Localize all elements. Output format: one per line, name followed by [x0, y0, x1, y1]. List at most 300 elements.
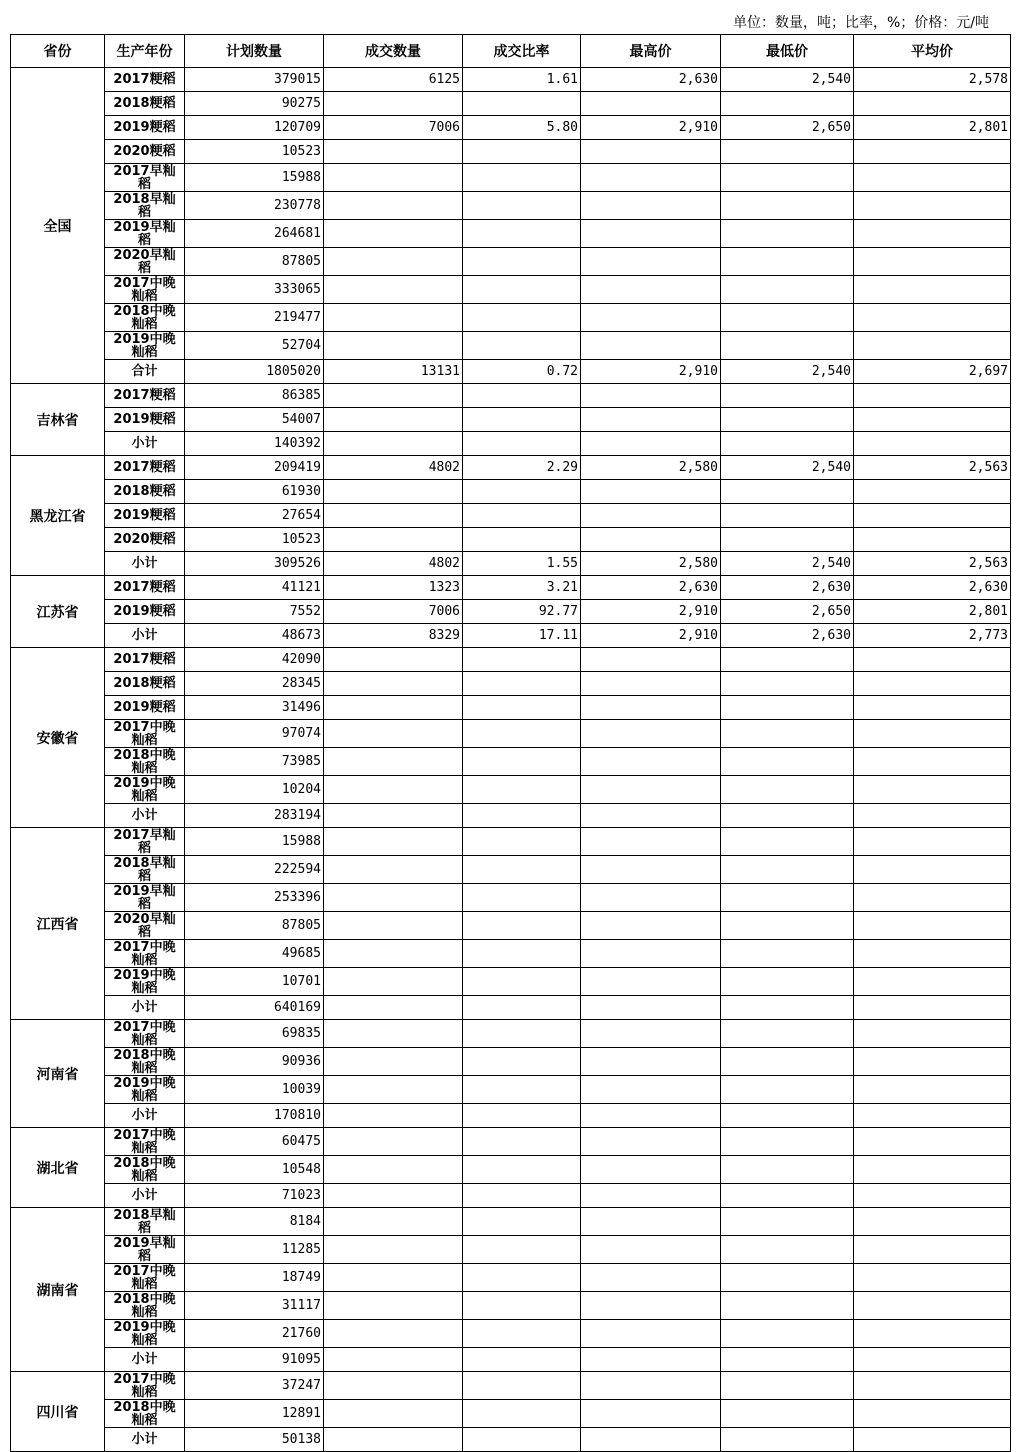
min-price-cell	[721, 408, 854, 432]
header-ratio: 成交比率	[463, 35, 581, 68]
avg-price-cell: 2,630	[854, 576, 1011, 600]
max-price-cell	[581, 164, 721, 192]
header-plan: 计划数量	[185, 35, 324, 68]
max-price-cell	[581, 140, 721, 164]
avg-price-cell	[854, 1156, 1011, 1184]
max-price-cell	[581, 1104, 721, 1128]
min-price-cell	[721, 248, 854, 276]
deal-cell	[324, 92, 463, 116]
deal-cell: 6125	[324, 68, 463, 92]
max-price-cell	[581, 996, 721, 1020]
avg-price-cell	[854, 940, 1011, 968]
year-cell: 2019中晚籼稻	[105, 1320, 185, 1348]
max-price-cell	[581, 248, 721, 276]
year-cell: 2017中晚籼稻	[105, 1020, 185, 1048]
deal-cell	[324, 220, 463, 248]
min-price-cell: 2,650	[721, 600, 854, 624]
min-price-cell: 2,540	[721, 68, 854, 92]
table-row	[11, 720, 1011, 748]
plan-cell: 15988	[185, 164, 324, 192]
max-price-cell	[581, 408, 721, 432]
year-cell: 2020早籼稻	[105, 248, 185, 276]
plan-cell: 73985	[185, 748, 324, 776]
min-price-cell: 2,630	[721, 624, 854, 648]
deal-cell	[324, 804, 463, 828]
table-row	[11, 828, 1011, 856]
max-price-cell	[581, 1348, 721, 1372]
avg-price-cell: 2,578	[854, 68, 1011, 92]
table-row	[11, 164, 1011, 192]
min-price-cell	[721, 304, 854, 332]
avg-price-cell	[854, 480, 1011, 504]
province-cell: 湖北省	[11, 1128, 105, 1208]
deal-cell	[324, 940, 463, 968]
deal-cell	[324, 1184, 463, 1208]
ratio-cell	[463, 432, 581, 456]
year-cell: 2017中晚籼稻	[105, 276, 185, 304]
ratio-cell	[463, 276, 581, 304]
avg-price-cell	[854, 304, 1011, 332]
plan-cell: 640169	[185, 996, 324, 1020]
year-cell: 2018中晚籼稻	[105, 304, 185, 332]
plan-cell: 41121	[185, 576, 324, 600]
table-row	[11, 408, 1011, 432]
max-price-cell	[581, 968, 721, 996]
plan-cell: 52704	[185, 332, 324, 360]
ratio-cell	[463, 720, 581, 748]
avg-price-cell	[854, 432, 1011, 456]
year-cell: 2019早籼稻	[105, 1236, 185, 1264]
year-cell: 2018中晚籼稻	[105, 748, 185, 776]
year-cell: 2019粳稻	[105, 116, 185, 140]
ratio-cell: 1.55	[463, 552, 581, 576]
ratio-cell	[463, 672, 581, 696]
avg-price-cell	[854, 968, 1011, 996]
auction-results-table	[10, 34, 1011, 1452]
year-cell: 2018早籼稻	[105, 1208, 185, 1236]
plan-cell: 90275	[185, 92, 324, 116]
min-price-cell	[721, 276, 854, 304]
table-row	[11, 1348, 1011, 1372]
ratio-cell	[463, 776, 581, 804]
table-row	[11, 384, 1011, 408]
table-row	[11, 192, 1011, 220]
plan-cell: 10523	[185, 528, 324, 552]
year-cell: 2019粳稻	[105, 696, 185, 720]
deal-cell	[324, 884, 463, 912]
deal-cell	[324, 276, 463, 304]
plan-cell: 11285	[185, 1236, 324, 1264]
province-cell: 安徽省	[11, 648, 105, 828]
avg-price-cell: 2,563	[854, 456, 1011, 480]
table-row	[11, 1372, 1011, 1400]
max-price-cell	[581, 912, 721, 940]
year-cell: 2017早籼稻	[105, 828, 185, 856]
min-price-cell	[721, 1236, 854, 1264]
max-price-cell	[581, 1320, 721, 1348]
plan-cell: 15988	[185, 828, 324, 856]
min-price-cell	[721, 92, 854, 116]
province-cell: 吉林省	[11, 384, 105, 456]
table-row	[11, 600, 1011, 624]
min-price-cell	[721, 1320, 854, 1348]
avg-price-cell	[854, 1184, 1011, 1208]
max-price-cell	[581, 856, 721, 884]
year-cell: 小计	[105, 804, 185, 828]
table-row	[11, 1076, 1011, 1104]
header-year: 生产年份	[105, 35, 185, 68]
plan-cell: 140392	[185, 432, 324, 456]
deal-cell	[324, 1208, 463, 1236]
min-price-cell	[721, 1428, 854, 1452]
ratio-cell: 92.77	[463, 600, 581, 624]
plan-cell: 10701	[185, 968, 324, 996]
year-cell: 2018早籼稻	[105, 192, 185, 220]
min-price-cell	[721, 1372, 854, 1400]
ratio-cell: 17.11	[463, 624, 581, 648]
year-cell: 2019粳稻	[105, 408, 185, 432]
table-row	[11, 456, 1011, 480]
ratio-cell	[463, 384, 581, 408]
ratio-cell	[463, 996, 581, 1020]
avg-price-cell	[854, 1208, 1011, 1236]
min-price-cell	[721, 696, 854, 720]
min-price-cell	[721, 672, 854, 696]
avg-price-cell: 2,801	[854, 116, 1011, 140]
min-price-cell: 2,540	[721, 360, 854, 384]
header-min-price: 最低价	[721, 35, 854, 68]
plan-cell: 91095	[185, 1348, 324, 1372]
table-row	[11, 220, 1011, 248]
year-cell: 2017中晚籼稻	[105, 1128, 185, 1156]
year-cell: 小计	[105, 624, 185, 648]
ratio-cell	[463, 332, 581, 360]
max-price-cell	[581, 1128, 721, 1156]
plan-cell: 253396	[185, 884, 324, 912]
deal-cell	[324, 1400, 463, 1428]
header-province: 省份	[11, 35, 105, 68]
year-cell: 2017粳稻	[105, 68, 185, 92]
header-row	[11, 35, 1011, 68]
min-price-cell	[721, 164, 854, 192]
table-row	[11, 1292, 1011, 1320]
max-price-cell	[581, 1372, 721, 1400]
avg-price-cell	[854, 1428, 1011, 1452]
deal-cell	[324, 248, 463, 276]
ratio-cell	[463, 164, 581, 192]
avg-price-cell	[854, 696, 1011, 720]
table-row	[11, 776, 1011, 804]
max-price-cell: 2,910	[581, 600, 721, 624]
ratio-cell	[463, 504, 581, 528]
year-cell: 合计	[105, 360, 185, 384]
year-cell: 2019中晚籼稻	[105, 968, 185, 996]
min-price-cell	[721, 220, 854, 248]
year-cell: 小计	[105, 1428, 185, 1452]
table-row	[11, 1184, 1011, 1208]
deal-cell	[324, 720, 463, 748]
avg-price-cell	[854, 1020, 1011, 1048]
year-cell: 2019中晚籼稻	[105, 776, 185, 804]
province-cell: 四川省	[11, 1372, 105, 1452]
deal-cell	[324, 1320, 463, 1348]
plan-cell: 49685	[185, 940, 324, 968]
table-row	[11, 1104, 1011, 1128]
avg-price-cell	[854, 528, 1011, 552]
max-price-cell	[581, 220, 721, 248]
table-row	[11, 92, 1011, 116]
plan-cell: 37247	[185, 1372, 324, 1400]
ratio-cell	[463, 1020, 581, 1048]
max-price-cell	[581, 804, 721, 828]
plan-cell: 18749	[185, 1264, 324, 1292]
year-cell: 2019中晚籼稻	[105, 332, 185, 360]
avg-price-cell	[854, 748, 1011, 776]
deal-cell	[324, 504, 463, 528]
plan-cell: 28345	[185, 672, 324, 696]
min-price-cell	[721, 1184, 854, 1208]
year-cell: 2019早籼稻	[105, 220, 185, 248]
table-row	[11, 912, 1011, 940]
max-price-cell	[581, 1264, 721, 1292]
ratio-cell	[463, 940, 581, 968]
deal-cell	[324, 304, 463, 332]
plan-cell: 7552	[185, 600, 324, 624]
min-price-cell	[721, 828, 854, 856]
ratio-cell	[463, 1372, 581, 1400]
avg-price-cell	[854, 1320, 1011, 1348]
year-cell: 2018粳稻	[105, 92, 185, 116]
ratio-cell	[463, 884, 581, 912]
year-cell: 2020粳稻	[105, 140, 185, 164]
ratio-cell	[463, 92, 581, 116]
ratio-cell	[463, 696, 581, 720]
max-price-cell	[581, 748, 721, 776]
max-price-cell	[581, 1292, 721, 1320]
deal-cell	[324, 1048, 463, 1076]
year-cell: 2017中晚籼稻	[105, 1264, 185, 1292]
avg-price-cell: 2,697	[854, 360, 1011, 384]
min-price-cell	[721, 140, 854, 164]
max-price-cell: 2,910	[581, 624, 721, 648]
table-row	[11, 1020, 1011, 1048]
year-cell: 小计	[105, 432, 185, 456]
max-price-cell	[581, 696, 721, 720]
plan-cell: 54007	[185, 408, 324, 432]
deal-cell	[324, 192, 463, 220]
max-price-cell	[581, 504, 721, 528]
table-row	[11, 1320, 1011, 1348]
avg-price-cell: 2,801	[854, 600, 1011, 624]
ratio-cell: 3.21	[463, 576, 581, 600]
ratio-cell	[463, 1264, 581, 1292]
min-price-cell	[721, 1292, 854, 1320]
table-row	[11, 276, 1011, 304]
table-row	[11, 1400, 1011, 1428]
deal-cell	[324, 408, 463, 432]
ratio-cell	[463, 140, 581, 164]
max-price-cell	[581, 1236, 721, 1264]
deal-cell	[324, 648, 463, 672]
plan-cell: 12891	[185, 1400, 324, 1428]
deal-cell	[324, 1372, 463, 1400]
year-cell: 2017粳稻	[105, 456, 185, 480]
min-price-cell	[721, 1348, 854, 1372]
year-cell: 2017早籼稻	[105, 164, 185, 192]
table-row	[11, 432, 1011, 456]
max-price-cell	[581, 648, 721, 672]
avg-price-cell	[854, 912, 1011, 940]
avg-price-cell	[854, 332, 1011, 360]
province-cell: 全国	[11, 68, 105, 384]
min-price-cell	[721, 480, 854, 504]
year-cell: 2017粳稻	[105, 576, 185, 600]
min-price-cell	[721, 720, 854, 748]
max-price-cell	[581, 1156, 721, 1184]
max-price-cell: 2,910	[581, 116, 721, 140]
plan-cell: 333065	[185, 276, 324, 304]
avg-price-cell	[854, 140, 1011, 164]
avg-price-cell	[854, 1400, 1011, 1428]
deal-cell	[324, 912, 463, 940]
deal-cell	[324, 1428, 463, 1452]
year-cell: 2018中晚籼稻	[105, 1292, 185, 1320]
deal-cell	[324, 1128, 463, 1156]
deal-cell	[324, 1292, 463, 1320]
avg-price-cell	[854, 720, 1011, 748]
table-row	[11, 968, 1011, 996]
deal-cell	[324, 1236, 463, 1264]
max-price-cell: 2,630	[581, 576, 721, 600]
ratio-cell	[463, 1348, 581, 1372]
table-row	[11, 940, 1011, 968]
plan-cell: 31496	[185, 696, 324, 720]
deal-cell	[324, 432, 463, 456]
ratio-cell	[463, 408, 581, 432]
max-price-cell	[581, 1208, 721, 1236]
min-price-cell	[721, 1400, 854, 1428]
plan-cell: 10039	[185, 1076, 324, 1104]
table-row	[11, 1428, 1011, 1452]
plan-cell: 97074	[185, 720, 324, 748]
max-price-cell	[581, 384, 721, 408]
avg-price-cell	[854, 504, 1011, 528]
avg-price-cell	[854, 648, 1011, 672]
deal-cell	[324, 968, 463, 996]
max-price-cell	[581, 1428, 721, 1452]
min-price-cell	[721, 884, 854, 912]
avg-price-cell	[854, 672, 1011, 696]
province-cell: 湖南省	[11, 1208, 105, 1372]
deal-cell	[324, 480, 463, 504]
plan-cell: 42090	[185, 648, 324, 672]
table-row	[11, 1156, 1011, 1184]
max-price-cell	[581, 884, 721, 912]
max-price-cell	[581, 1076, 721, 1104]
plan-cell: 10548	[185, 1156, 324, 1184]
min-price-cell	[721, 912, 854, 940]
plan-cell: 27654	[185, 504, 324, 528]
avg-price-cell	[854, 220, 1011, 248]
min-price-cell	[721, 1076, 854, 1104]
table-row	[11, 856, 1011, 884]
max-price-cell	[581, 940, 721, 968]
deal-cell: 1323	[324, 576, 463, 600]
plan-cell: 8184	[185, 1208, 324, 1236]
plan-cell: 379015	[185, 68, 324, 92]
year-cell: 2017中晚籼稻	[105, 940, 185, 968]
deal-cell	[324, 996, 463, 1020]
province-cell: 江西省	[11, 828, 105, 1020]
avg-price-cell	[854, 92, 1011, 116]
ratio-cell	[463, 528, 581, 552]
deal-cell: 4802	[324, 456, 463, 480]
max-price-cell	[581, 1020, 721, 1048]
table-row	[11, 528, 1011, 552]
header-max-price: 最高价	[581, 35, 721, 68]
table-row	[11, 332, 1011, 360]
deal-cell	[324, 164, 463, 192]
avg-price-cell	[854, 1076, 1011, 1104]
deal-cell: 8329	[324, 624, 463, 648]
ratio-cell	[463, 968, 581, 996]
avg-price-cell	[854, 804, 1011, 828]
max-price-cell: 2,630	[581, 68, 721, 92]
max-price-cell: 2,910	[581, 360, 721, 384]
table-row	[11, 672, 1011, 696]
deal-cell	[324, 528, 463, 552]
deal-cell	[324, 140, 463, 164]
ratio-cell	[463, 1208, 581, 1236]
max-price-cell: 2,580	[581, 456, 721, 480]
deal-cell	[324, 1076, 463, 1104]
year-cell: 2019中晚籼稻	[105, 1076, 185, 1104]
year-cell: 2018粳稻	[105, 672, 185, 696]
plan-cell: 264681	[185, 220, 324, 248]
unit-note: 单位：数量，吨；比率，%；价格：元/吨	[732, 15, 989, 31]
min-price-cell	[721, 648, 854, 672]
year-cell: 2017粳稻	[105, 648, 185, 672]
table-row	[11, 1208, 1011, 1236]
max-price-cell	[581, 776, 721, 804]
ratio-cell	[463, 192, 581, 220]
avg-price-cell	[854, 248, 1011, 276]
table-row	[11, 304, 1011, 332]
year-cell: 2018中晚籼稻	[105, 1156, 185, 1184]
year-cell: 2018中晚籼稻	[105, 1400, 185, 1428]
year-cell: 2020早籼稻	[105, 912, 185, 940]
deal-cell	[324, 1104, 463, 1128]
ratio-cell	[463, 1236, 581, 1264]
table-row	[11, 248, 1011, 276]
max-price-cell	[581, 276, 721, 304]
plan-cell: 61930	[185, 480, 324, 504]
table-row	[11, 480, 1011, 504]
table-row	[11, 1264, 1011, 1292]
ratio-cell	[463, 1184, 581, 1208]
min-price-cell	[721, 528, 854, 552]
table-body	[11, 68, 1011, 1452]
plan-cell: 50138	[185, 1428, 324, 1452]
max-price-cell	[581, 528, 721, 552]
table-row	[11, 68, 1011, 92]
deal-cell	[324, 776, 463, 804]
deal-cell	[324, 1348, 463, 1372]
table-row	[11, 696, 1011, 720]
ratio-cell: 1.61	[463, 68, 581, 92]
deal-cell	[324, 828, 463, 856]
max-price-cell	[581, 828, 721, 856]
